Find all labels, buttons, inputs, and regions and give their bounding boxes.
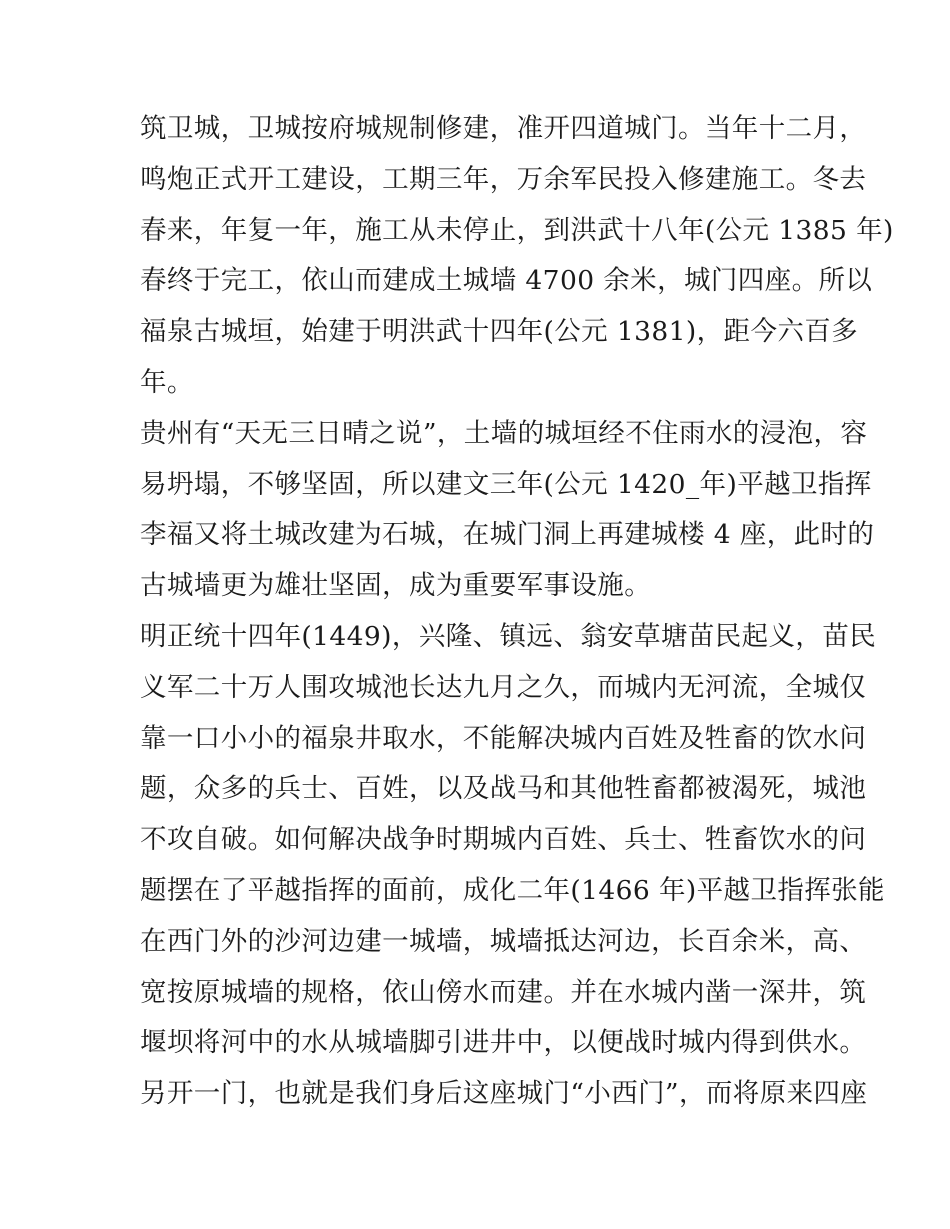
text-line: 福泉古城垣，始建于明洪武十四年(公元 1381)，距今六百多: [140, 316, 859, 348]
text-line: 鸣炮正式开工建设，工期三年，万余军民投入修建施工。冬去: [140, 163, 867, 195]
text-line: 贵州有“天无三日晴之说”，土墙的城垣经不住雨水的浸泡，容: [140, 417, 868, 449]
text-line: 宽按原城墙的规格，依山傍水而建。并在水城内凿一深井，筑: [140, 976, 867, 1008]
text-line: 另开一门，也就是我们身后这座城门“小西门”，而将原来四座: [140, 1078, 868, 1110]
text-line: 年。: [140, 366, 194, 398]
text-line: 明正统十四年(1449)，兴隆、镇远、翁安草塘苗民起义，苗民: [140, 620, 877, 652]
text-line: 义军二十万人围攻城池长达九月之久，而城内无河流，全城仅: [140, 671, 867, 703]
text-line: 题摆在了平越指挥的面前，成化二年(1466 年)平越卫指挥张能: [140, 874, 885, 906]
text-line: 春终于完工，依山而建成土城墙 4700 余米，城门四座。所以: [140, 265, 873, 297]
text-line: 春来，年复一年，施工从未停止，到洪武十八年(公元 1385 年): [140, 214, 894, 246]
text-line: 靠一口小小的福泉井取水，不能解决城内百姓及牲畜的饮水问: [140, 722, 867, 754]
text-line: 题，众多的兵士、百姓，以及战马和其他牲畜都被渴死，城池: [140, 773, 867, 805]
text-line: 在西门外的沙河边建一城墙，城墙抵达河边，长百余米，高、: [140, 925, 867, 957]
text-line: 李福又将土城改建为石城，在城门洞上再建城楼 4 座，此时的: [140, 519, 875, 551]
text-line: 古城墙更为雄壮坚固，成为重要军事设施。: [140, 570, 652, 602]
text-line: 易坍塌，不够坚固，所以建文三年(公元 1420_年)平越卫指挥: [140, 468, 872, 500]
text-line: 筑卫城，卫城按府城规制修建，准开四道城门。当年十二月，: [140, 113, 867, 144]
text-line: 不攻自破。如何解决战争时期城内百姓、兵士、牲畜饮水的问: [140, 824, 867, 856]
document-body: [140, 104, 894, 1120]
text-line: 堰坝将河中的水从城墙脚引进井中，以便战时城内得到供水。: [140, 1027, 867, 1059]
